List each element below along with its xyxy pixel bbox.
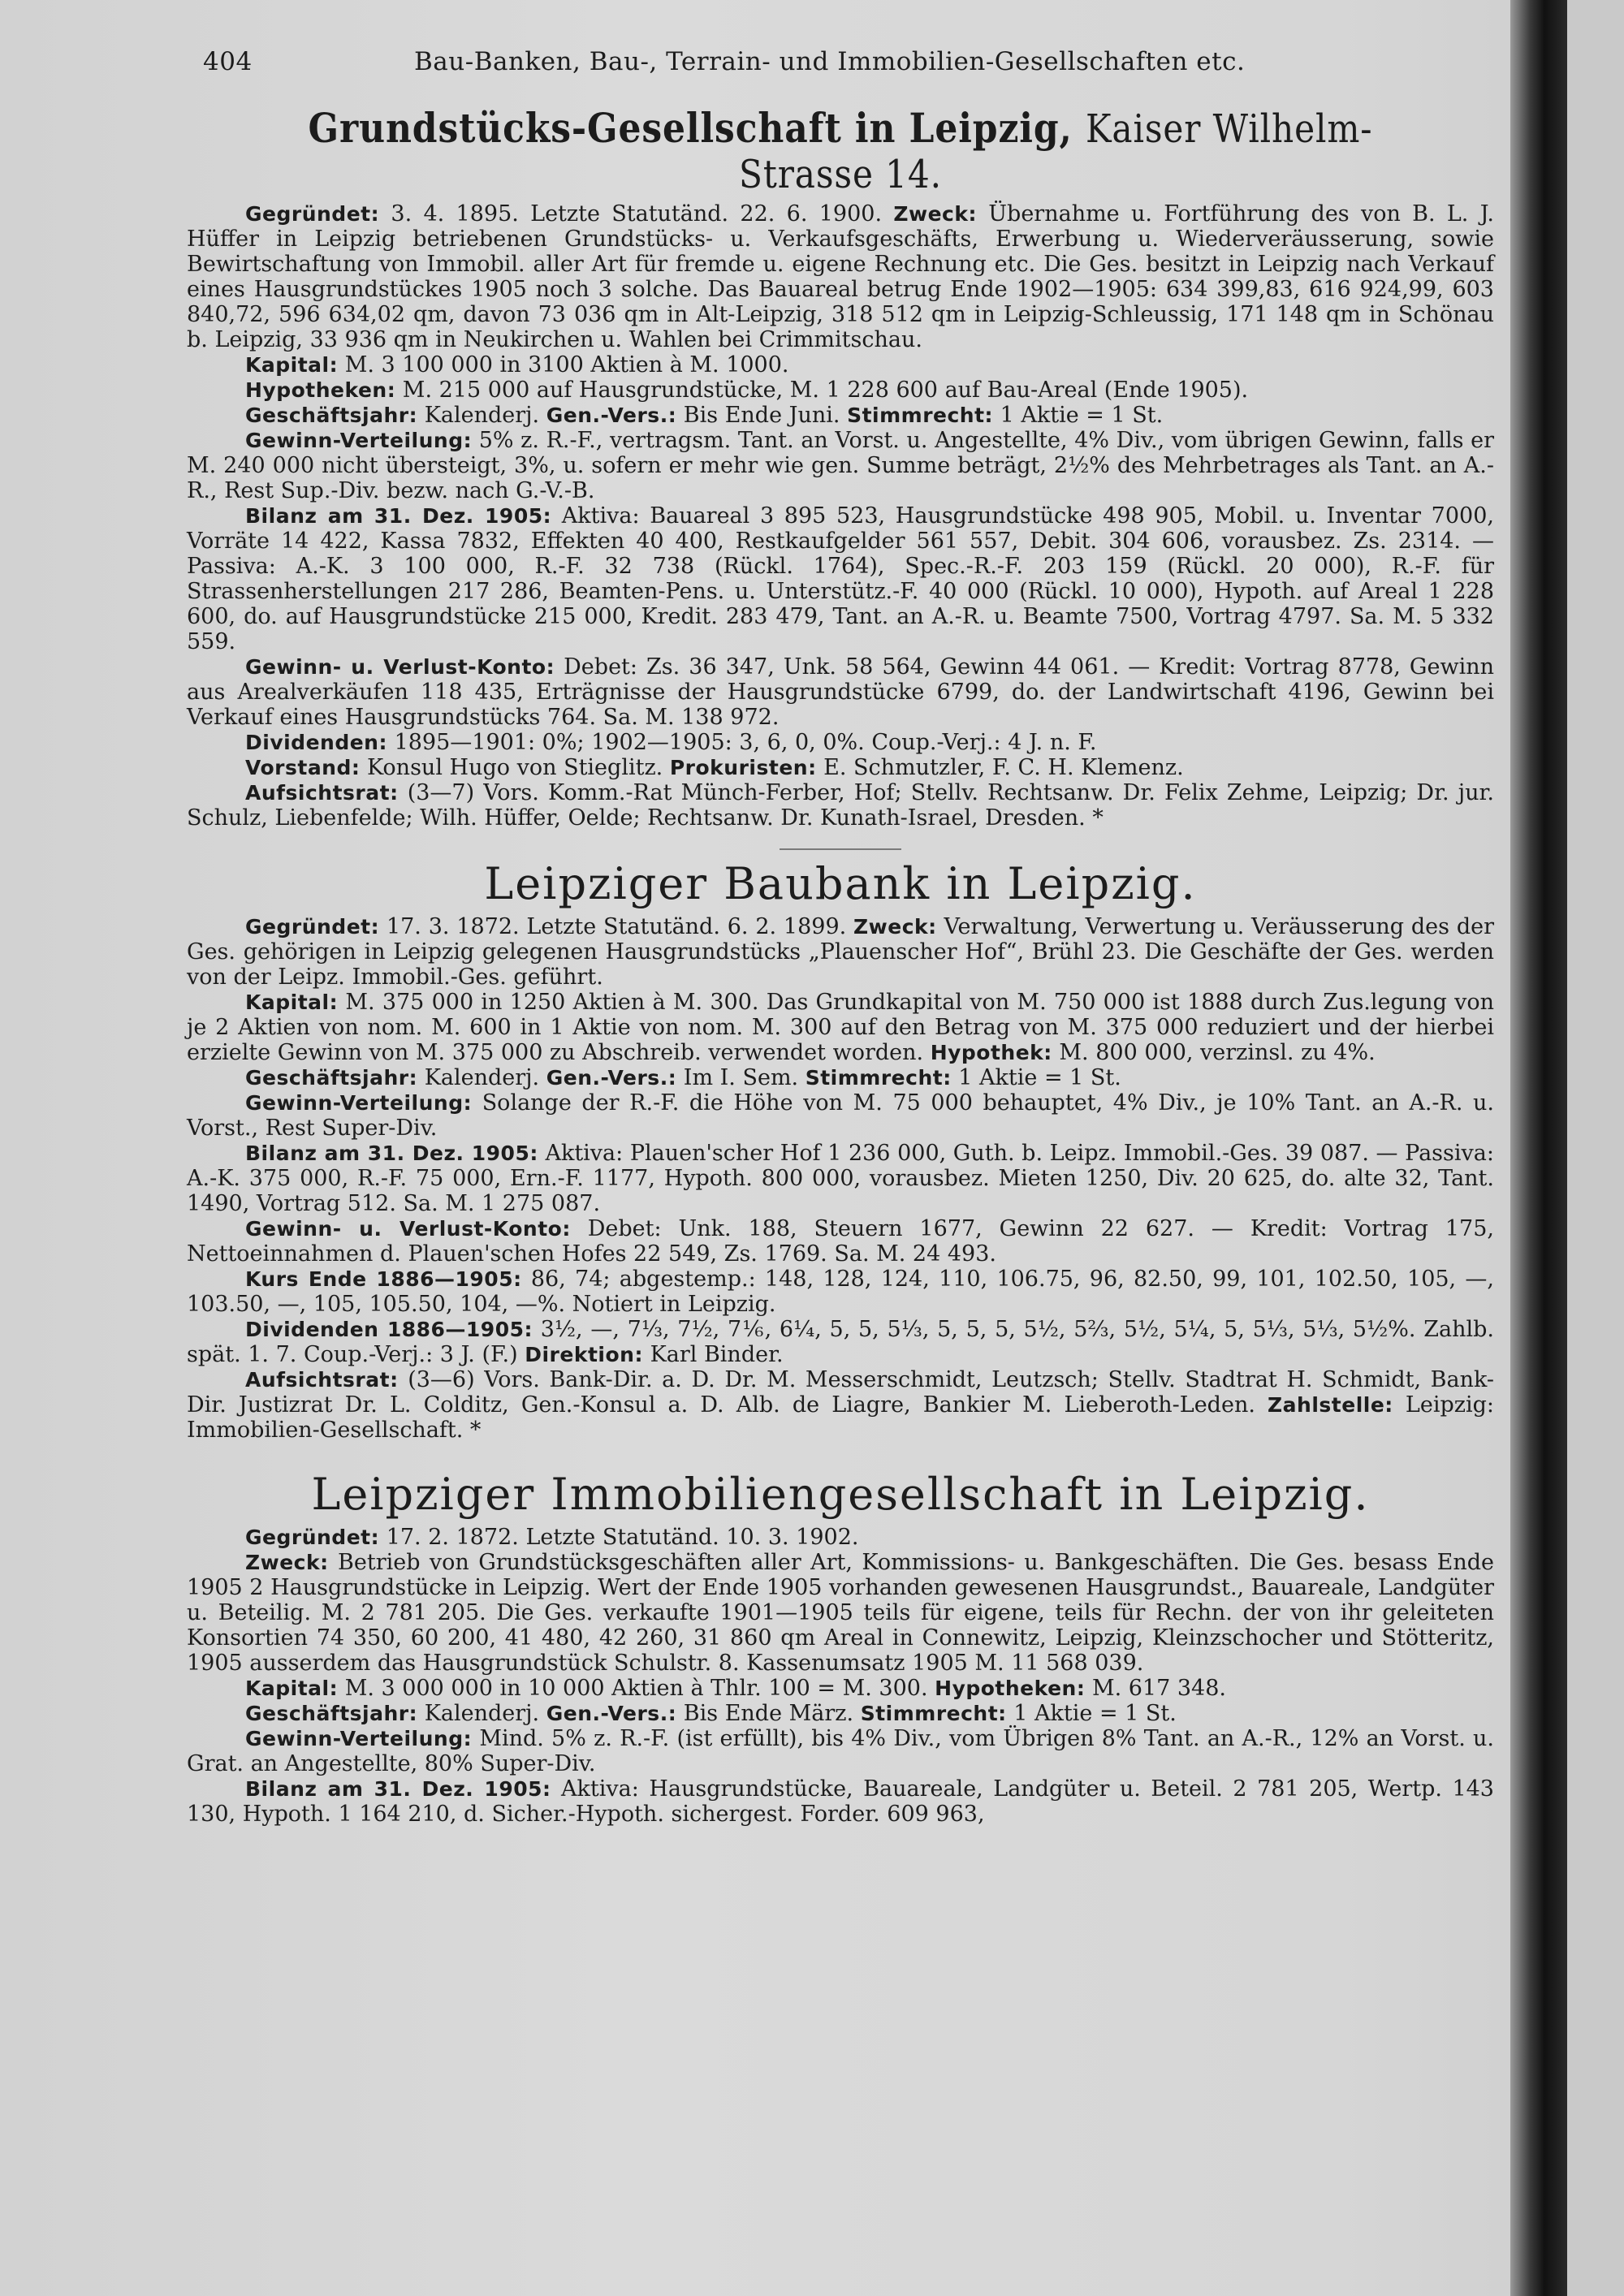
company-title: Leipziger Baubank in Leipzig.: [484, 857, 1197, 909]
entry-fiscal-year: Geschäftsjahr: Kalenderj. Gen.-Vers.: Im I. Sem. Stimmrecht: 1 Aktie = 1 St.: [245, 1064, 1121, 1090]
entry-capital: Kapital: M. 375 000 in 1250 Aktien à M. 300. Das Grundkapital von M. 750 000 ist 1888 durch Zus.legung von je 2 Aktien von nom. M. 600 in 1 Aktie von nom. M. 300 auf den Betrag von M. 375 000 reduziert und der hierbei erzielte Gewinn von M. 375 000 zu Abschreib. verwendet worden. Hypothek: M. 800 000, verzinsl. zu 4%.: [187, 989, 1494, 1065]
entry-profit-distribution: Gewinn-Verteilung: Solange der R.-F. die Höhe von M. 75 000 behauptet, 4% Div., je 10% Tant. an A.-R. u. Vorst., Rest Super-Div.: [187, 1090, 1494, 1141]
page-number: 404: [203, 47, 253, 76]
entry-fiscal-year: Geschäftsjahr: Kalenderj. Gen.-Vers.: Bis Ende Juni. Stimmrecht: 1 Aktie = 1 St.: [245, 402, 1164, 428]
entry-purpose: Zweck: Betrieb von Grundstücksgeschäften aller Art, Kommissions- u. Bankgeschäften. Die Ges. besass Ende 1905 2 Hausgrundstücke in Leipzig. Wert der Ende 1905 vorhanden gewesenen Hausgrundst., Bauareale, Landgüter u. Beteilig. M. 2 781 205. Die Ges. verkaufte 1901—1905 teils für eigene, teils für Rechn. der von ihr geleiteten Konsortien 74 350, 60 200, 41 480, 42 260, 31 860 qm Areal in Connewitz, Leipzig, Kleinzschocher und Stötteritz, 1905 ausserdem das Hausgrundstück Schulstr. 8. Kassenumsatz 1905 M. 11 568 039.: [187, 1550, 1494, 1677]
entry-supervisory-board: Aufsichtsrat: (3—6) Vors. Bank-Dir. a. D. Dr. M. Messerschmidt, Leutzsch; Stellv. Stadtrat H. Schmidt, Bank-Dir. Justizrat Dr. L. Colditz, Gen.-Konsul a. D. Alb. de Liagre, Bankier M. Lieberoth-Leden. Zahlstelle: Leipzig: Immobilien-Gesellschaft. *: [187, 1366, 1494, 1443]
entry-share-prices: Kurs Ende 1886—1905: 86, 74; abgestemp.: 148, 128, 124, 110, 106.75, 96, 82.50, 99, 101, 102.50, 105, —, 103.50, —, 105, 105.50, 104, —%. Notiert in Leipzig.: [187, 1266, 1494, 1317]
page-binding-edge: [1510, 0, 1567, 2296]
entry-profit-loss: Gewinn- u. Verlust-Konto: Debet: Zs. 36 347, Unk. 58 564, Gewinn 44 061. — Kredit: Vortrag 8778, Gewinn aus Arealverkäufen 118 435, Erträgnisse der Hausgrundstücke 6799, do. der Landwirtschaft 4196, Gewinn bei Verkauf eines Hausgrundstücks 764. Sa. M. 138 972.: [187, 654, 1494, 730]
entry-balance-sheet: Bilanz am 31. Dez. 1905: Aktiva: Hausgrundstücke, Bauareale, Landgüter u. Beteil. 2 781 205, Wertp. 143 130, Hypoth. 1 164 210, d. Sicher.-Hypoth. sichergest. Forder. 609 963,: [187, 1776, 1494, 1828]
company-title: Leipziger Immobiliengesellschaft in Leipzig.: [311, 1468, 1370, 1520]
entry-profit-loss: Gewinn- u. Verlust-Konto: Debet: Unk. 188, Steuern 1677, Gewinn 22 627. — Kredit: Vortrag 175, Nettoeinnahmen d. Plauen'schen Hofes 22 549, Zs. 1769. Sa. M. 24 493.: [187, 1215, 1494, 1267]
entry-supervisory-board: Aufsichtsrat: (3—7) Vors. Komm.-Rat Münch-Ferber, Hof; Stellv. Rechtsanw. Dr. Felix Zehme, Leipzig; Dr. jur. Schulz, Liebenfelde; Wilh. Hüffer, Oelde; Rechtsanw. Dr. Kunath-Israel, Dresden. *: [187, 779, 1494, 831]
entry-founded: Gegründet: 17. 2. 1872. Letzte Statutänd. 10. 3. 1902.: [245, 1525, 859, 1551]
entry-board: Vorstand: Konsul Hugo von Stieglitz. Prokuristen: E. Schmutzler, F. C. H. Klemenz.: [245, 754, 1184, 780]
entry-profit-distribution: Gewinn-Verteilung: 5% z. R.-F., vertragsm. Tant. an Vorst. u. Angestellte, 4% Div., vom übrigen Gewinn, falls er M. 240 000 nicht übersteigt, 3%, u. sofern er mehr wie gen. Summe beträgt, 2½% des Mehrbetrages als Tant. an A.-R., Rest Sup.-Div. bezw. nach G.-V.-B.: [187, 427, 1494, 503]
company-name: Grundstücks-Gesellschaft in Leipzig,: [308, 104, 1073, 152]
company-entry: [187, 857, 1494, 1443]
entry-founded: Gegründet: 17. 3. 1872. Letzte Statutänd. 6. 2. 1899. Zweck: Verwaltung, Verwertung u. Veräusserung des der Ges. gehörigen in Leipzig gelegenen Hausgrundstücks „Plauenscher Hof“, Brühl 23. Die Geschäfte der Ges. werden von der Leipz. Immobil.-Ges. geführt.: [187, 913, 1494, 990]
company-address: Kaiser Wilhelm-Strasse 14.: [739, 106, 1373, 197]
entry-fiscal-year: Geschäftsjahr: Kalenderj. Gen.-Vers.: Bis Ende März. Stimmrecht: 1 Aktie = 1 St.: [245, 1701, 1177, 1727]
section-divider: [780, 848, 901, 850]
running-title: Bau-Banken, Bau-, Terrain- und Immobilien-Gesellschaften etc.: [414, 47, 1246, 76]
entry-dividends: Dividenden 1886—1905: 3½, —, 7⅓, 7½, 7⅙, 6¼, 5, 5, 5⅓, 5, 5, 5, 5½, 5⅔, 5½, 5¼, 5, 5⅓, 5⅓, 5½%. Zahlb. spät. 1. 7. Coup.-Verj.: 3 J. (F.) Direktion: Karl Binder.: [187, 1316, 1494, 1367]
company-title: [266, 106, 1416, 196]
entry-mortgages: Hypotheken: M. 215 000 auf Hausgrundstücke, M. 1 228 600 auf Bau-Areal (Ende 1905).: [245, 377, 1249, 403]
entry-capital: Kapital: M. 3 100 000 in 3100 Aktien à M. 1000.: [245, 352, 789, 378]
entry-capital: Kapital: M. 3 000 000 in 10 000 Aktien à Thlr. 100 = M. 300. Hypotheken: M. 617 348.: [245, 1676, 1226, 1702]
entry-balance-sheet: Bilanz am 31. Dez. 1905: Aktiva: Plauen'scher Hof 1 236 000, Guth. b. Leipz. Immobil.-Ges. 39 087. — Passiva: A.-K. 375 000, R.-F. 75 000, Ern.-F. 1177, Hypoth. 800 000, vorausbez. Mieten 1250, Div. 20 625, do. alte 32, Tant. 1490, Vortrag 512. Sa. M. 1 275 087.: [187, 1140, 1494, 1216]
entry-profit-distribution: Gewinn-Verteilung: Mind. 5% z. R.-F. (ist erfüllt), bis 4% Div., vom Übrigen 8% Tant. an A.-R., 12% an Vorst. u. Grat. an Angestellte, 80% Super-Div.: [187, 1726, 1494, 1777]
entry-dividends: Dividenden: 1895—1901: 0%; 1902—1905: 3, 6, 0, 0%. Coup.-Verj.: 4 J. n. F.: [245, 729, 1097, 755]
entry-founded: Gegründet: 3. 4. 1895. Letzte Statutänd. 22. 6. 1900. Zweck: Übernahme u. Fortführung des von B. L. J. Hüffer in Leipzig betriebenen Grundstücks- u. Verkaufsgeschäfts, Erwerbung u. Wiederveräusserung, sowie Bewirtschaftung von Immobil. aller Art für fremde u. eigene Rechnung etc. Die Ges. besitzt in Leipzig nach Verkauf eines Hausgrundstückes 1905 noch 3 solche. Das Bauareal betrug Ende 1902—1905: 634 399,83, 616 924,99, 603 840,72, 596 634,02 qm, davon 73 036 qm in Alt-Leipzig, 318 512 qm in Leipzig-Schleussig, 171 148 qm in Schönau b. Leipzig, 33 936 qm in Neukirchen u. Wahlen bei Crimmitschau.: [187, 201, 1495, 352]
company-entry: [187, 1470, 1494, 1827]
company-entry: [187, 106, 1494, 831]
page-content: [187, 106, 1494, 1827]
entry-balance-sheet: Bilanz am 31. Dez. 1905: Aktiva: Bauareal 3 895 523, Hausgrundstücke 498 905, Mobil. u. Inventar 7000, Vorräte 14 422, Kassa 7832, Effekten 40 400, Restkaufgelder 561 557, Debit. 304 606, vorausbez. Zs. 2314. — Passiva: A.-K. 3 100 000, R.-F. 32 738 (Rückl. 1764), Spec.-R.-F. 203 159 (Rückl. 20 000), R.-F. für Strassenherstellungen 217 286, Beamten-Pens. u. Unterstütz.-F. 40 000 (Rückl. 10 000), Hypoth. auf Areal 1 228 600, do. auf Hausgrundstücke 215 000, Kredit. 283 479, Tant. an A.-R. u. Beamte 7500, Vortrag 4797. Sa. M. 5 332 559.: [187, 503, 1494, 654]
